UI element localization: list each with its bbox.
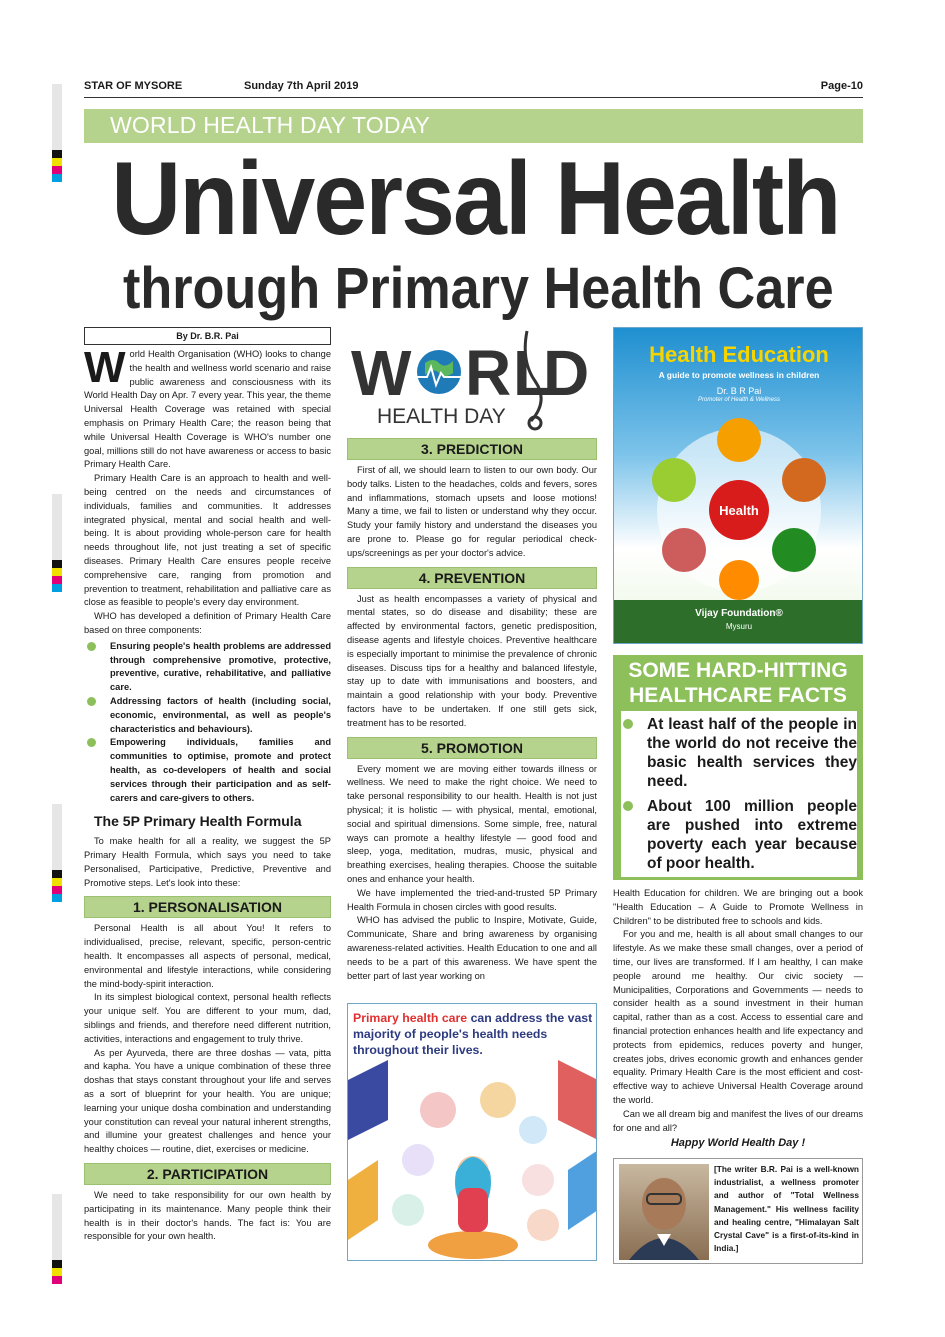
facts-list <box>621 711 857 873</box>
yoga-icon <box>717 418 761 462</box>
banner-text: WORLD HEALTH DAY TODAY <box>110 112 431 138</box>
book-author-role: Promoter of Health & Wellness <box>698 397 780 403</box>
registration-marks <box>52 84 62 1284</box>
dropcap: W <box>84 348 126 392</box>
article-column-1 <box>84 348 331 1268</box>
section-banner <box>84 109 863 143</box>
vegetables-icon <box>772 528 816 572</box>
paragraph: Personal Health is all about You! It refers to individualised, precise, relevant, specific, person-centric health. It encompasses all aspects of personal, medical, environmental and lifestyle interactions, while considering the mind-body-spirit interaction. <box>84 923 331 989</box>
section-heading-participation: 2. PARTICIPATION <box>84 1163 331 1185</box>
book-subtitle: A guide to promote wellness in children <box>658 370 820 380</box>
paragraph: WHO has developed a definition of Primary Health Care based on three components: <box>84 611 331 635</box>
book-center-label: Health <box>719 503 759 518</box>
paragraph: Health Education for children. We are bringing out a book "Health Education – A Guide to Promote Wellness in Children" to be distributed free to schools and kids. <box>613 888 863 926</box>
lungs-icon <box>420 1092 456 1128</box>
author-portrait-icon <box>619 1164 709 1260</box>
paragraph: For you and me, health is all about small changes to our lifestyle. As we make these small changes, over a period of time, our lives are transformed. If I am healthy, I can make people around me healthy. Our civic society — Municipalities, Corporations and Governments — needs to consider health as a sound investment in their human capital, rather than as a cost. Access to essential care and financial protection enhances health and life expectancy and protects from epidemics, reduces poverty and hunger, creates jobs, drives economic growth and enhances gender equality. Primary Health Care is the most efficient and cost-effective way to achieve Universal Health Coverage around the world. <box>613 929 863 1105</box>
section-heading-prediction: 3. PREDICTION <box>347 438 597 460</box>
list-item: Empowering individuals, families and communities to optimise, promote and protect health, as co-developers of health and social services through their participation and as self-carers and care-givers to others. <box>84 736 331 805</box>
food-icon <box>662 528 706 572</box>
book-publisher: Vijay Foundation® <box>695 608 783 619</box>
sports-icon <box>719 560 759 600</box>
headline-sub: through Primary Health Care <box>122 256 834 321</box>
paragraph: Just as health encompasses a variety of physical and mental states, so do disease and disability; these are affected by environmental factors, genetic predisposition, disease agents and lifestyle choices. Preventive healthcare is especially important to minimise the prevalence of chronic diseases. Discuss tips for a healthy and balanced lifestyle, stay up to date with immunisations and boosters, and maintain a good relationship with your body. Preventive factors have to be undertaken. If one still gets sick, treatment has to be resorted. <box>347 593 597 728</box>
paragraph: Can we all dream big and manifest the lives of our dreams for one and all? <box>613 1108 863 1133</box>
world-health-day-logo <box>347 327 597 435</box>
logo-letter-w: W <box>351 337 412 409</box>
book-wheel-illustration <box>614 410 863 610</box>
poster-illustration <box>348 1060 597 1260</box>
svg-text:D: D <box>543 337 590 409</box>
paragraph: Primary Health Care is an approach to health and well-being centred on the needs and circumstances of individuals, families and communities. It addresses integrated physical, mental and social health and well-being. It is about providing whole-person care for health needs throughout life, not just treating a set of specific diseases. Primary Health Care ensures people receive comprehensive care, ranging from promotion and prevention to treatment, rehabilitation and palliative care as close as feasible to people's every day environment. <box>84 473 331 608</box>
book-city: Mysuru <box>725 622 753 631</box>
paragraph: Every moment we are moving either towards illness or wellness. We need to make the right choice. We need to take personal responsibility to our health. Health is not just physical; it is holistic — with physical, mental, emotional, social and spiritual dimensions. Some simple, free, natural ways can promote a healthy lifestyle — good food and sleep, yoga, meditation, mudras, music, physical and breathing exercises, healing therapies. Choose the suitable ones and enhance your health. <box>347 763 597 884</box>
author-box <box>613 1158 863 1264</box>
article-column-3 <box>613 887 863 1147</box>
intro-paragraph: World Health Organisation (WHO) looks to change the health and wellness world scenario and raise public awareness and consciousness with its World Health Day on Apr. 7 every year. This year, the theme Universal Health Coverage was retained with special emphasis on Primary Health Care; the reason being that while Universal Health Coverage is WHO's number one goal, millions still do not have awareness or access to basic Primary Health Care. <box>84 348 331 470</box>
meditating-woman-icon <box>428 1231 518 1259</box>
primary-health-care-poster <box>347 1003 597 1261</box>
author-note: [The writer B.R. Pai is a well-known industrialist, a wellness promoter and author of "Total Wellness Management." His wellness facility and healing centre, "Himalayan Salt Crystal Cave" is a first-of-its-kind in India.] <box>714 1164 859 1254</box>
article-column-2 <box>347 438 597 1000</box>
svg-text:R: R <box>465 337 512 409</box>
components-list <box>84 640 331 806</box>
book-footer <box>614 600 863 644</box>
gymnast-icon <box>652 458 696 502</box>
tooth-icon <box>522 1164 554 1196</box>
logo-graphic <box>347 327 597 435</box>
book-cover <box>613 327 863 644</box>
masthead <box>84 80 863 96</box>
section-heading-promotion: 5. PROMOTION <box>347 737 597 759</box>
paragraph: First of all, we should learn to listen to our own body. Our body talks. Listen to the headaches, colds and fevers, sores and inflammations, stomach upsets and loose motions! Many a time, we fail to listen or understand why they occur. Study your family history and understand the diseases you are prone to. Please go for regular periodical check-ups/screenings as per your doctor's advice. <box>347 465 597 558</box>
pills-icon <box>402 1144 434 1176</box>
byline: By Dr. B.R. Pai <box>84 327 331 345</box>
formula-heading: The 5P Primary Health Formula <box>94 813 302 830</box>
author-photo <box>619 1164 709 1260</box>
logo-subtitle: HEALTH DAY <box>377 405 506 428</box>
section-heading-personalisation: 1. PERSONALISATION <box>84 896 331 918</box>
paragraph: We have implemented the tried-and-trusted 5P Primary Health Formula in chosen circles with good results. <box>347 887 597 912</box>
page-number: Page-10 <box>820 80 863 92</box>
paragraph: As per Ayurveda, there are three doshas — vata, pitta and kapha. You have a unique combination of these three doshas that stays constant throughout your life and serves as a sort of blueprint for your health. You are unique; learning your unique dosha combination and understanding your constitution can reveal your natural inherent strengths, and illumine your greatest challenges and hence your healthy choices — routine, diet, exercises or medicine. <box>84 1047 331 1155</box>
crowd-icon <box>782 458 826 502</box>
section-heading-prevention: 4. PREVENTION <box>347 567 597 589</box>
paragraph: In its simplest biological context, personal health reflects your unique self. You are different to your mum, dad, siblings and friends, and therefore need different nutrition, activities, interactions and engagement to truly thrive. <box>84 992 331 1044</box>
list-item: At least half of the people in the world do not receive the basic health services they need. <box>621 715 857 791</box>
bicycle-icon <box>392 1194 424 1226</box>
svg-text:L: L <box>513 337 553 409</box>
palette-icon <box>480 1082 516 1118</box>
issue-date: Sunday 7th April 2019 <box>244 80 359 92</box>
poster-caption: Primary health care can address the vast majority of people's health needs throughout their lives. <box>353 1011 593 1057</box>
masthead-rule <box>84 97 863 98</box>
facts-title: SOME HARD-HITTING HEALTHCARE FACTS <box>628 659 848 707</box>
list-item: Ensuring people's health problems are addressed through comprehensive promotive, protective, preventive, curative, rehabilitative, and palliative care. <box>84 640 331 695</box>
paragraph: To make health for all a reality, we suggest the 5P Primary Health Formula, which says you need to take Personalised, Participative, Predictive, Preventive and Promotive steps. Let's look into these: <box>84 836 331 888</box>
virus-icon <box>519 1116 547 1144</box>
brain-icon <box>527 1209 559 1241</box>
book-author: Dr. B R Pai <box>716 386 762 396</box>
list-item: About 100 million people are pushed into extreme poverty each year because of poor health. <box>621 797 857 873</box>
facts-body <box>621 711 857 877</box>
paragraph: We need to take responsibility for our own health by participating in its maintenance. Many people think their health is in their doctor's hands. The fact is: You are responsible for your own health. <box>84 1190 331 1242</box>
closing-line: Happy World Health Day ! <box>670 1137 806 1149</box>
book-title: Health Education <box>649 342 829 367</box>
healthcare-facts-box <box>613 655 863 880</box>
paragraph: WHO has advised the public to Inspire, Motivate, Guide, Communicate, Share and bring awareness by organising awareness-related activities. Health Education to one and all needs to be a part of this awareness. We have spent the better part of last year working on <box>347 915 597 981</box>
headline-main: Universal Health <box>111 141 840 257</box>
list-item: Addressing factors of health (including social, economic, environmental, as well as people's characteristics and behaviours). <box>84 695 331 736</box>
paper-name: STAR OF MYSORE <box>84 80 183 92</box>
